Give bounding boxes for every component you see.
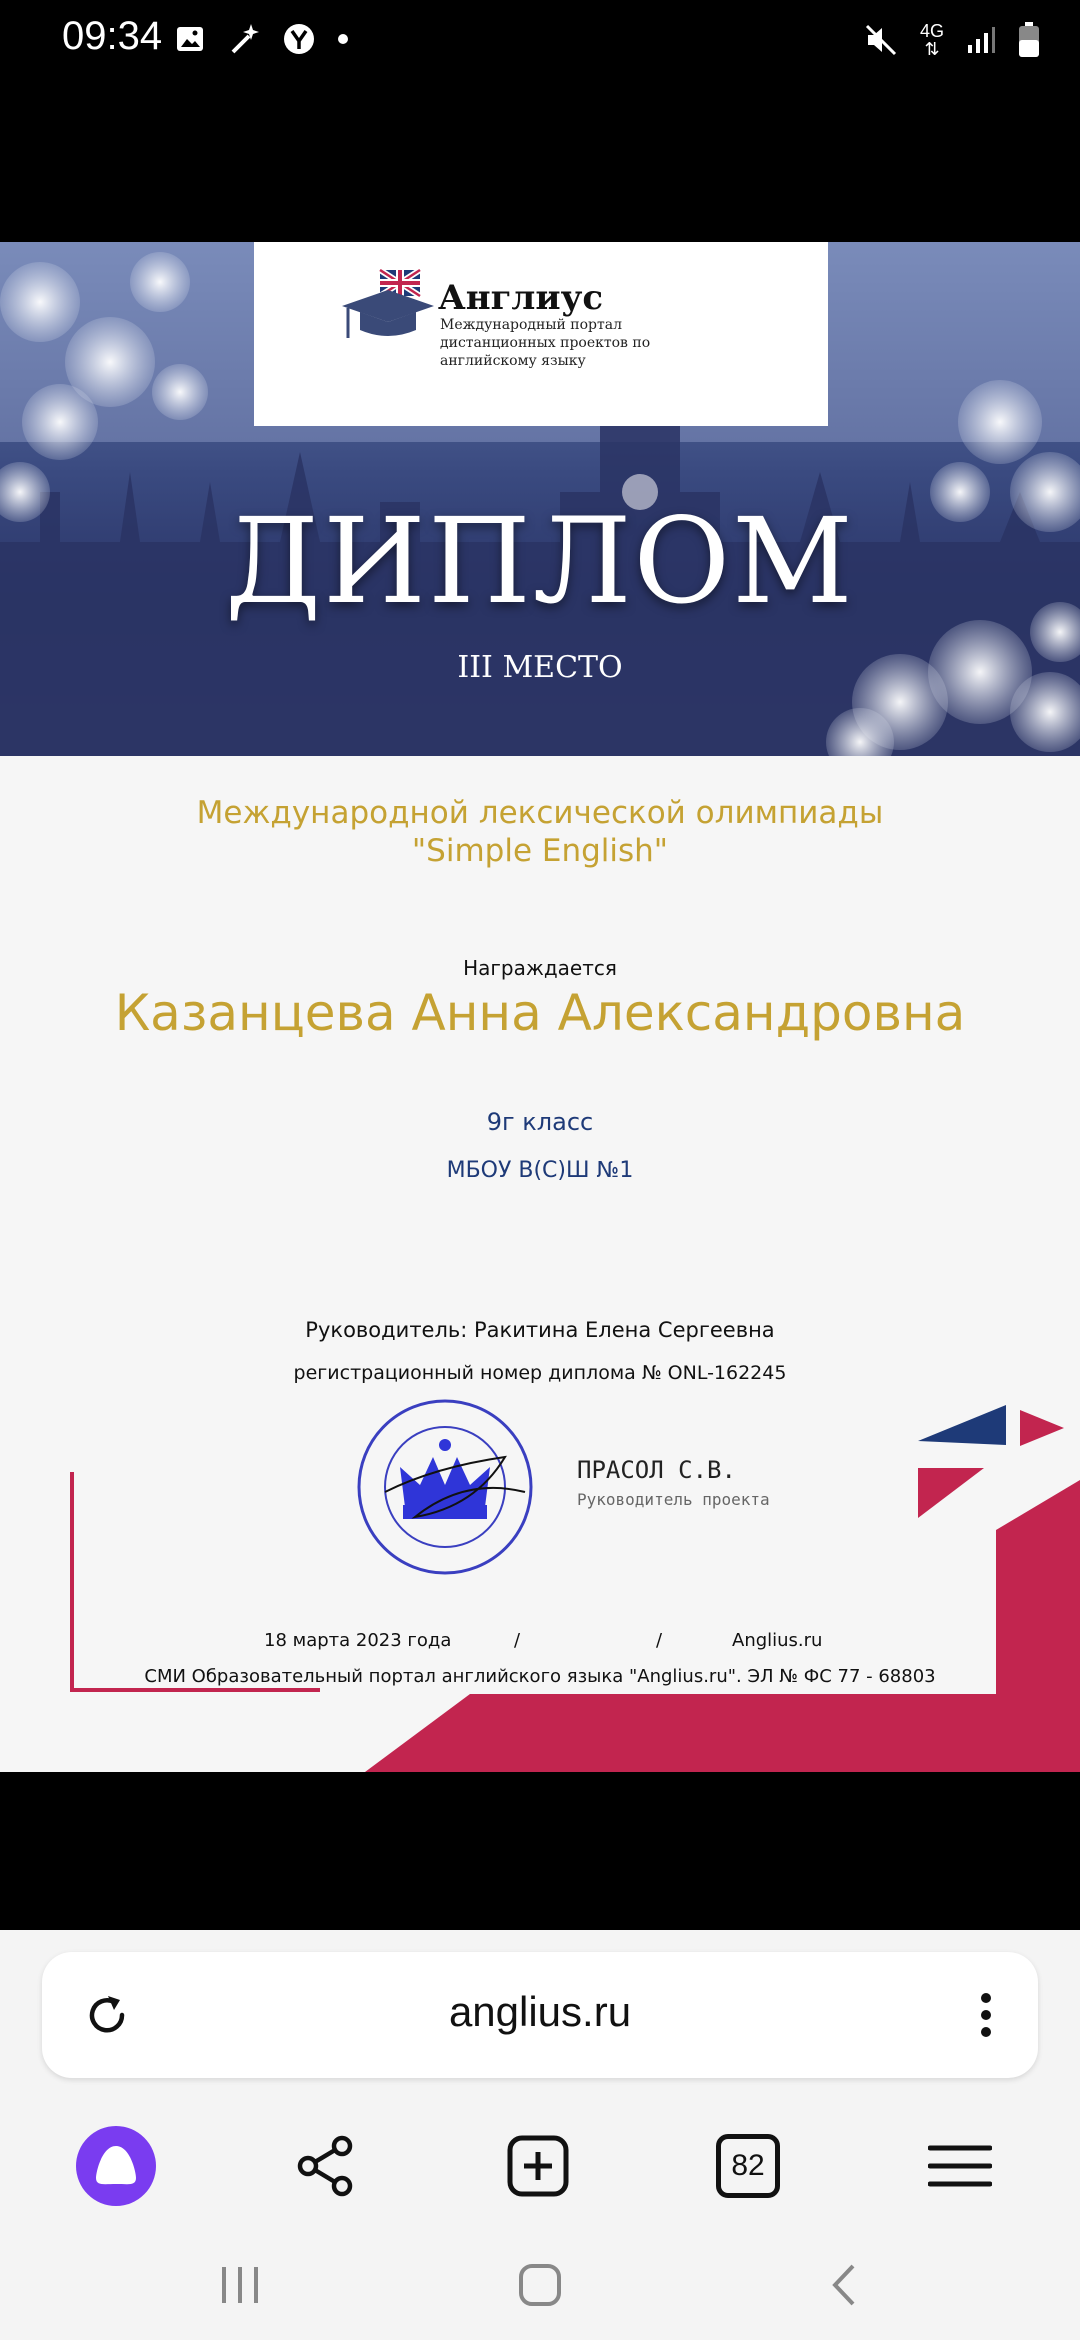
url-text[interactable]: anglius.ru xyxy=(448,1988,632,2035)
school-label: МБОУ В(С)Ш №1 xyxy=(446,1158,634,1183)
smi-registration: СМИ Образовательный портал английского языка "Anglius.ru". ЭЛ № ФС 77 - 68803 xyxy=(144,1666,936,1687)
signal-icon xyxy=(966,25,996,55)
share-icon xyxy=(294,2134,358,2198)
network-type: 4G xyxy=(919,21,944,41)
mute-icon xyxy=(864,23,898,57)
home-icon xyxy=(518,2263,562,2307)
footer-site: Anglius.ru xyxy=(732,1630,823,1651)
browser-toolbar xyxy=(0,2116,1080,2216)
stamp-seal xyxy=(355,1397,535,1577)
signer-role: Руководитель проекта xyxy=(577,1490,770,1509)
place-label: III МЕСТО xyxy=(457,650,623,685)
footer-separator-1: / xyxy=(514,1630,521,1651)
logo-subtitle: Международный портал дистанционных проектов по английскому языку xyxy=(440,317,651,369)
logo-title: Англиус xyxy=(438,278,604,318)
back-button[interactable] xyxy=(804,2250,884,2320)
recents-button[interactable] xyxy=(200,2250,280,2320)
more-vertical-icon[interactable] xyxy=(976,1990,996,2040)
alice-assistant-button[interactable] xyxy=(66,2116,166,2216)
status-icons-left xyxy=(175,22,349,56)
network-icon: 4G ⇅ xyxy=(919,21,944,59)
alice-assistant-icon xyxy=(74,2124,158,2208)
share-button[interactable] xyxy=(276,2116,376,2216)
yandex-icon xyxy=(283,23,315,55)
registration-number: регистрационный номер диплома № ONL-162245 xyxy=(293,1362,787,1384)
tabs-count: 82 xyxy=(731,2149,765,2182)
recipient-name: Казанцева Анна Александровна xyxy=(114,984,966,1042)
olympiad-title xyxy=(0,794,1080,870)
menu-button[interactable] xyxy=(910,2116,1010,2216)
back-icon xyxy=(829,2263,859,2307)
status-icons-right xyxy=(864,22,1040,58)
status-bar xyxy=(0,0,1080,82)
magic-wand-icon xyxy=(227,22,261,56)
home-button[interactable] xyxy=(500,2250,580,2320)
image-icon xyxy=(175,24,205,54)
olympiad-line-1: Международной лексической олимпиады xyxy=(196,795,884,831)
system-navigation-bar xyxy=(0,2230,1080,2340)
footer-separator-2: / xyxy=(656,1630,663,1651)
diploma-header xyxy=(0,242,1080,756)
battery-icon xyxy=(1018,22,1040,58)
diploma-date: 18 марта 2023 года xyxy=(264,1630,452,1651)
status-time: 09:34 xyxy=(62,14,163,58)
recents-icon xyxy=(218,2265,262,2305)
awarded-label: Награждается xyxy=(463,956,617,980)
tabs-button[interactable] xyxy=(698,2116,798,2216)
address-bar[interactable] xyxy=(42,1952,1038,2078)
signer-name: ПРАСОЛ С.В. xyxy=(577,1456,736,1484)
browser-bottom-bar xyxy=(0,1930,1080,2340)
dot-icon xyxy=(337,33,349,45)
menu-icon xyxy=(928,2142,992,2190)
olympiad-line-2: "Simple English" xyxy=(411,833,669,869)
new-tab-icon xyxy=(506,2134,570,2198)
leader-label: Руководитель: Ракитина Елена Сергеевна xyxy=(305,1318,775,1342)
diploma-title: ДИПЛОМ xyxy=(225,492,855,630)
tabs-icon xyxy=(716,2134,780,2198)
diploma-image xyxy=(0,242,1080,1772)
graduation-cap-icon xyxy=(340,268,440,348)
grade-label: 9г класс xyxy=(486,1108,594,1136)
new-tab-button[interactable] xyxy=(488,2116,588,2216)
